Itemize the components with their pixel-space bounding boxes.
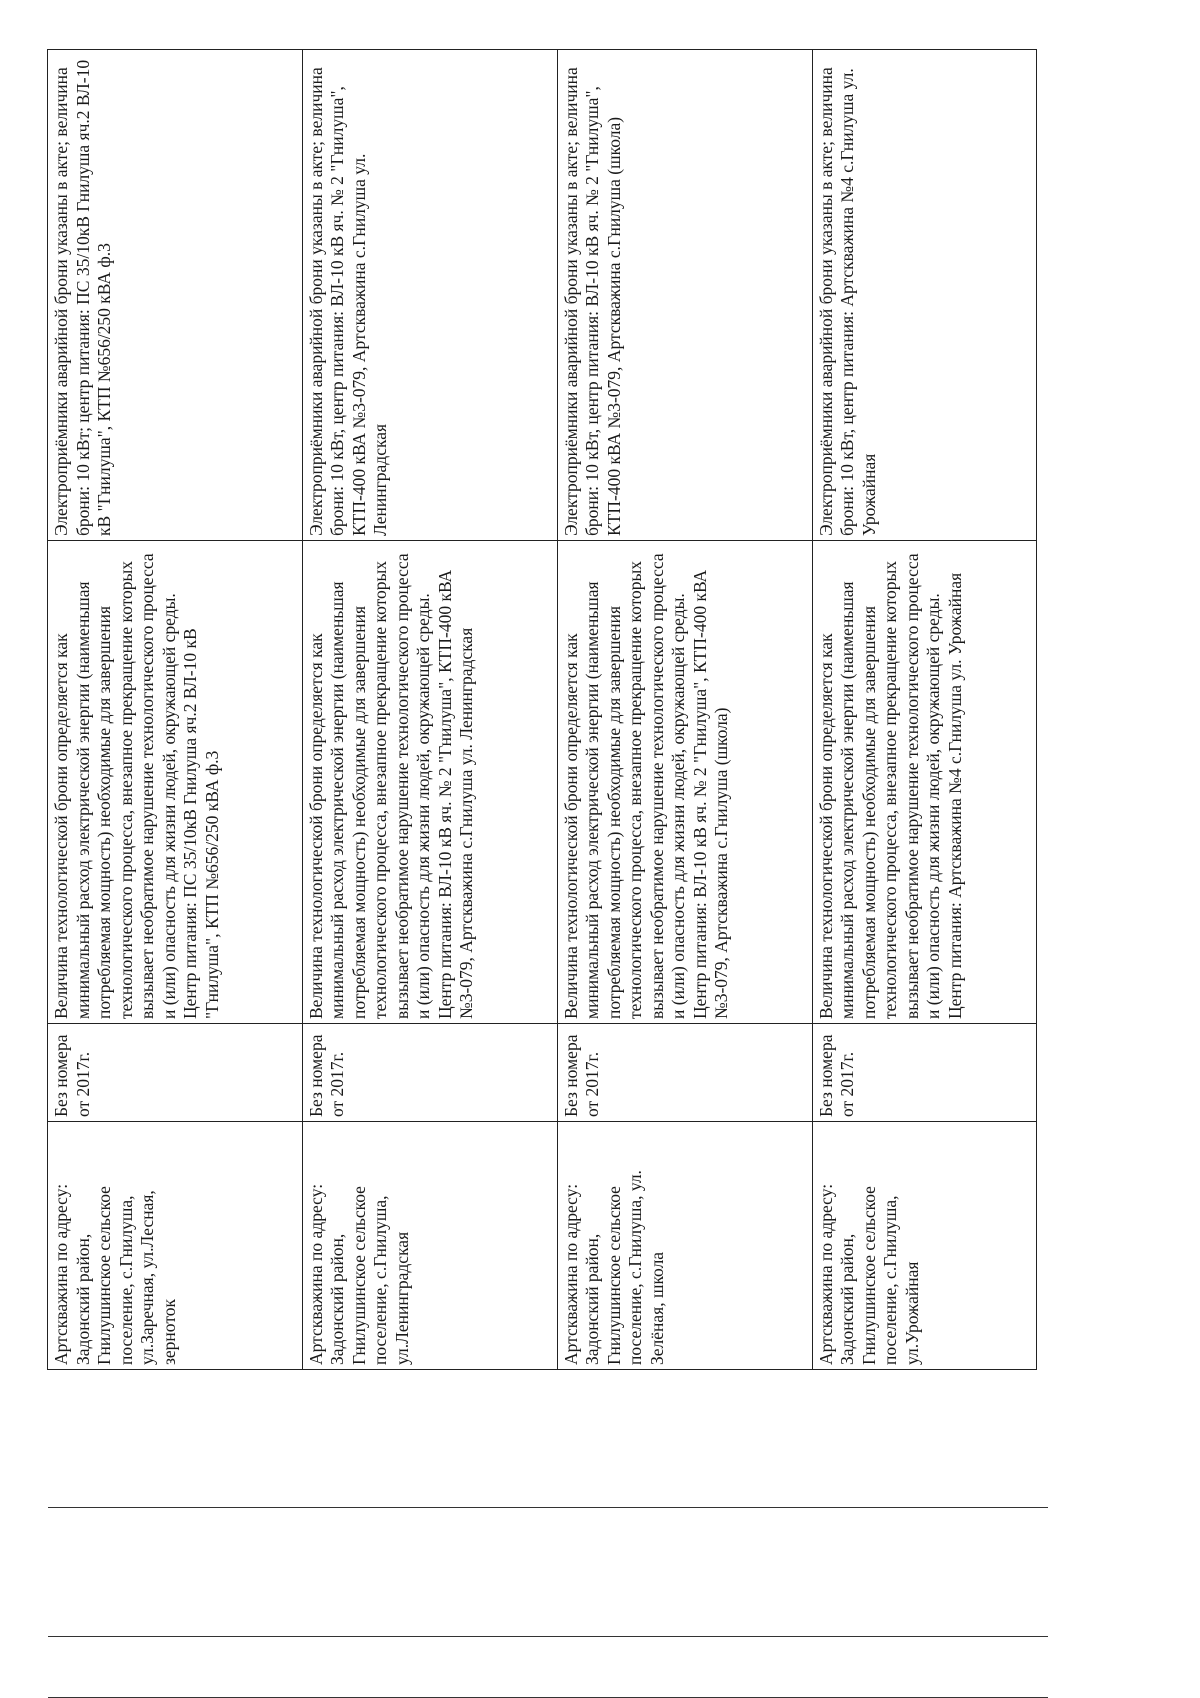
emergency-reserve-cell: Электроприёмники аварийной брони указаны в акте; величина брони: 10 кВт; центр питания: ПС 35/10кВ Гнилуша яч.2 ВЛ-10 кВ "Гнилуша", КТП №656/250 кВА ф.3 (48, 50, 303, 541)
divider-line (48, 1636, 1048, 1637)
reserve-table (47, 49, 1037, 1370)
table-row (48, 50, 303, 1370)
location-cell: Артскважина по адресу: Задонский район, Гнилушинское сельское поселение, с.Гнилуша, ул. Зелёная, школа (557, 1122, 812, 1370)
document-cell: Без номера от 2017г. (557, 1024, 812, 1122)
location-cell: Артскважина по адресу: Задонский район, Гнилушинское сельское поселение, с.Гнилуша, ул.Ленинградская (302, 1122, 557, 1370)
location-cell: Артскважина по адресу: Задонский район, Гнилушинское сельское поселение, с.Гнилуша, ул.Урожайная (812, 1122, 1036, 1370)
document-cell: Без номера от 2017г. (812, 1024, 1036, 1122)
table-row (557, 50, 812, 1370)
table-row (302, 50, 557, 1370)
emergency-reserve-cell: Электроприёмники аварийной брони указаны в акте; величина брони: 10 кВт, центр питания: ВЛ-10 кВ яч. № 2 "Гнилуша", КТП-400 кВА №3-079, Артскважина с.Гнилуша (школа) (557, 50, 812, 541)
tech-reserve-cell: Величина технологической брони определяется как минимальный расход электрической энергии (наименьшая потребляемая мощность) необходимые для завершения технологического процесса, внезапное прекращение которых вызывает необратимое нарушение технологического процесса и (или) опасность для жизни людей, окружающей среды. Центр питания: ПС 35/10кВ Гнилуша яч.2 ВЛ-10 кВ "Гнилуша", КТП №656/250 кВА ф.3 (48, 541, 303, 1024)
emergency-reserve-cell: Электроприёмники аварийной брони указаны в акте; величина брони: 10 кВт, центр питания: Артскважина №4 с.Гнилуша ул. Урожайная (812, 50, 1036, 541)
tech-reserve-cell: Величина технологической брони определяется как минимальный расход электрической энергии (наименьшая потребляемая мощность) необходимые для завершения технологического процесса, внезапное прекращение которых вызывает необратимое нарушение технологического процесса и (или) опасность для жизни людей, окружающей среды. Центр питания: ВЛ-10 кВ яч. № 2 "Гнилуша", КТП-400 кВА №3-079, Артскважина с.Гнилуша ул. Ленинградская (302, 541, 557, 1024)
rotated-table-container (47, 50, 1037, 1370)
divider-line (48, 1507, 1048, 1508)
tech-reserve-cell: Величина технологической брони определяется как минимальный расход электрической энергии (наименьшая потребляемая мощность) необходимые для завершения технологического процесса, внезапное прекращение которых вызывает необратимое нарушение технологического процесса и (или) опасность для жизни людей, окружающей среды. Центр питания: Артскважина №4 с.Гнилуша ул. Урожайная (812, 541, 1036, 1024)
document-cell: Без номера от 2017г. (48, 1024, 303, 1122)
emergency-reserve-cell: Электроприёмники аварийной брони указаны в акте; величина брони: 10 кВт, центр питания: ВЛ-10 кВ яч. № 2 "Гнилуша", КТП-400 кВА №3-079, Артскважина с.Гнилуша ул. Ленинградская (302, 50, 557, 541)
tech-reserve-cell: Величина технологической брони определяется как минимальный расход электрической энергии (наименьшая потребляемая мощность) необходимые для завершения технологического процесса, внезапное прекращение которых вызывает необратимое нарушение технологического процесса и (или) опасность для жизни людей, окружающей среды. Центр питания: ВЛ-10 кВ яч. № 2 "Гнилуша", КТП-400 кВА №3-079, Артскважина с.Гнилуша (школа) (557, 541, 812, 1024)
location-cell: Артскважина по адресу: Задонский район, Гнилушинское сельское поселение, с.Гнилуша, ул.Заречная, ул.Лесная, зерноток (48, 1122, 303, 1370)
table-row (812, 50, 1036, 1370)
document-cell: Без номера от 2017г. (302, 1024, 557, 1122)
